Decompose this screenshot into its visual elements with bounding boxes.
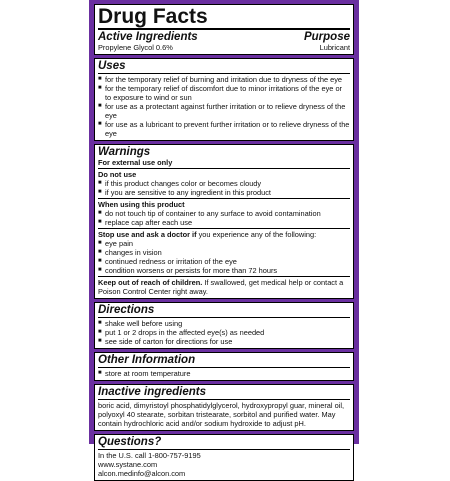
list-item: ■ eye pain bbox=[98, 239, 350, 248]
active-ingredient-row bbox=[98, 43, 350, 52]
divider bbox=[98, 73, 350, 74]
warnings-heading: Warnings bbox=[98, 146, 151, 158]
when-using-label: When using this product bbox=[98, 200, 185, 209]
list-item: ■ for the temporary relief of discomfort due to minor irritations of the eye or to exposure to wind or sun bbox=[98, 84, 350, 102]
list-item: ■ see side of carton for directions for use bbox=[98, 337, 350, 346]
inactive-ingredients-section bbox=[94, 384, 354, 431]
list-item: ■ store at room temperature bbox=[98, 369, 350, 378]
purpose-heading: Purpose bbox=[303, 31, 350, 43]
list-item: ■ for use as a protectant against further irritation or to relieve dryness of the eye bbox=[98, 102, 350, 120]
divider bbox=[98, 168, 350, 169]
list-item: ■ continued redness or irritation of the eye bbox=[98, 257, 350, 266]
list-item: ■ put 1 or 2 drops in the affected eye(s) as needed bbox=[98, 328, 350, 337]
divider bbox=[98, 228, 350, 229]
email-line: alcon.medinfo@alcon.com bbox=[98, 469, 186, 478]
divider bbox=[98, 317, 350, 318]
divider bbox=[98, 198, 350, 199]
uses-heading: Uses bbox=[98, 60, 126, 72]
list-item: ■ if you are sensitive to any ingredient in this product bbox=[98, 188, 350, 197]
active-heading: Active Ingredients bbox=[98, 31, 198, 43]
questions-section bbox=[94, 434, 354, 481]
list-item: ■ for the temporary relief of burning and irritation due to dryness of the eye bbox=[98, 75, 350, 84]
keep-out-rest: If swallowed, get medical help or contact a Poison Control Center right away. bbox=[98, 278, 344, 296]
phone-line: In the U.S. call 1-800-757-9195 bbox=[98, 451, 201, 460]
active-heading-row bbox=[98, 31, 350, 43]
external-use-note: For external use only bbox=[98, 158, 173, 167]
keep-out-line bbox=[98, 278, 350, 296]
list-item: ■ condition worsens or persists for more than 72 hours bbox=[98, 266, 350, 275]
stop-use-rest: you experience any of the following: bbox=[196, 230, 317, 239]
active-purpose: Lubricant bbox=[319, 43, 350, 52]
do-not-use-label: Do not use bbox=[98, 170, 137, 179]
divider bbox=[98, 276, 350, 277]
drug-facts-panel bbox=[89, 0, 359, 478]
website-line: www.systane.com bbox=[98, 460, 158, 469]
active-ingredient: Propylene Glycol 0.6% bbox=[98, 43, 173, 52]
questions-heading: Questions? bbox=[98, 436, 162, 448]
list-item: ■ replace cap after each use bbox=[98, 218, 350, 227]
warnings-section bbox=[94, 144, 354, 299]
list-item: ■ for use as a lubricant to prevent further irritation or to relieve dryness of the eye bbox=[98, 120, 350, 138]
list-item: ■ do not touch tip of container to any surface to avoid contamination bbox=[98, 209, 350, 218]
active-section bbox=[94, 4, 354, 55]
other-information-section bbox=[94, 352, 354, 381]
list-item: ■ if this product changes color or becomes cloudy bbox=[98, 179, 350, 188]
inactive-ingredients-heading: Inactive ingredients bbox=[98, 386, 207, 398]
other-information-heading: Other Information bbox=[98, 354, 196, 366]
keep-out-label: Keep out of reach of children. bbox=[98, 278, 203, 287]
divider bbox=[98, 367, 350, 368]
drug-facts-title: Drug Facts bbox=[98, 5, 208, 28]
uses-section bbox=[94, 58, 354, 141]
list-item: ■ changes in vision bbox=[98, 248, 350, 257]
inactive-ingredients-text: boric acid, dimyristoyl phosphatidylglycerol, hydroxypropyl guar, mineral oil, polyoxyl 40 stearate, sorbitan tristearate, sorbitol and purified water. May contain hydrochloric acid and/or sodium hydroxide to adjust pH. bbox=[98, 401, 345, 428]
directions-heading: Directions bbox=[98, 304, 155, 316]
stop-use-line bbox=[98, 230, 350, 239]
directions-section bbox=[94, 302, 354, 349]
divider bbox=[98, 28, 350, 30]
list-item: ■ shake well before using bbox=[98, 319, 350, 328]
stop-use-label: Stop use and ask a doctor if bbox=[98, 230, 197, 239]
divider bbox=[98, 399, 350, 400]
